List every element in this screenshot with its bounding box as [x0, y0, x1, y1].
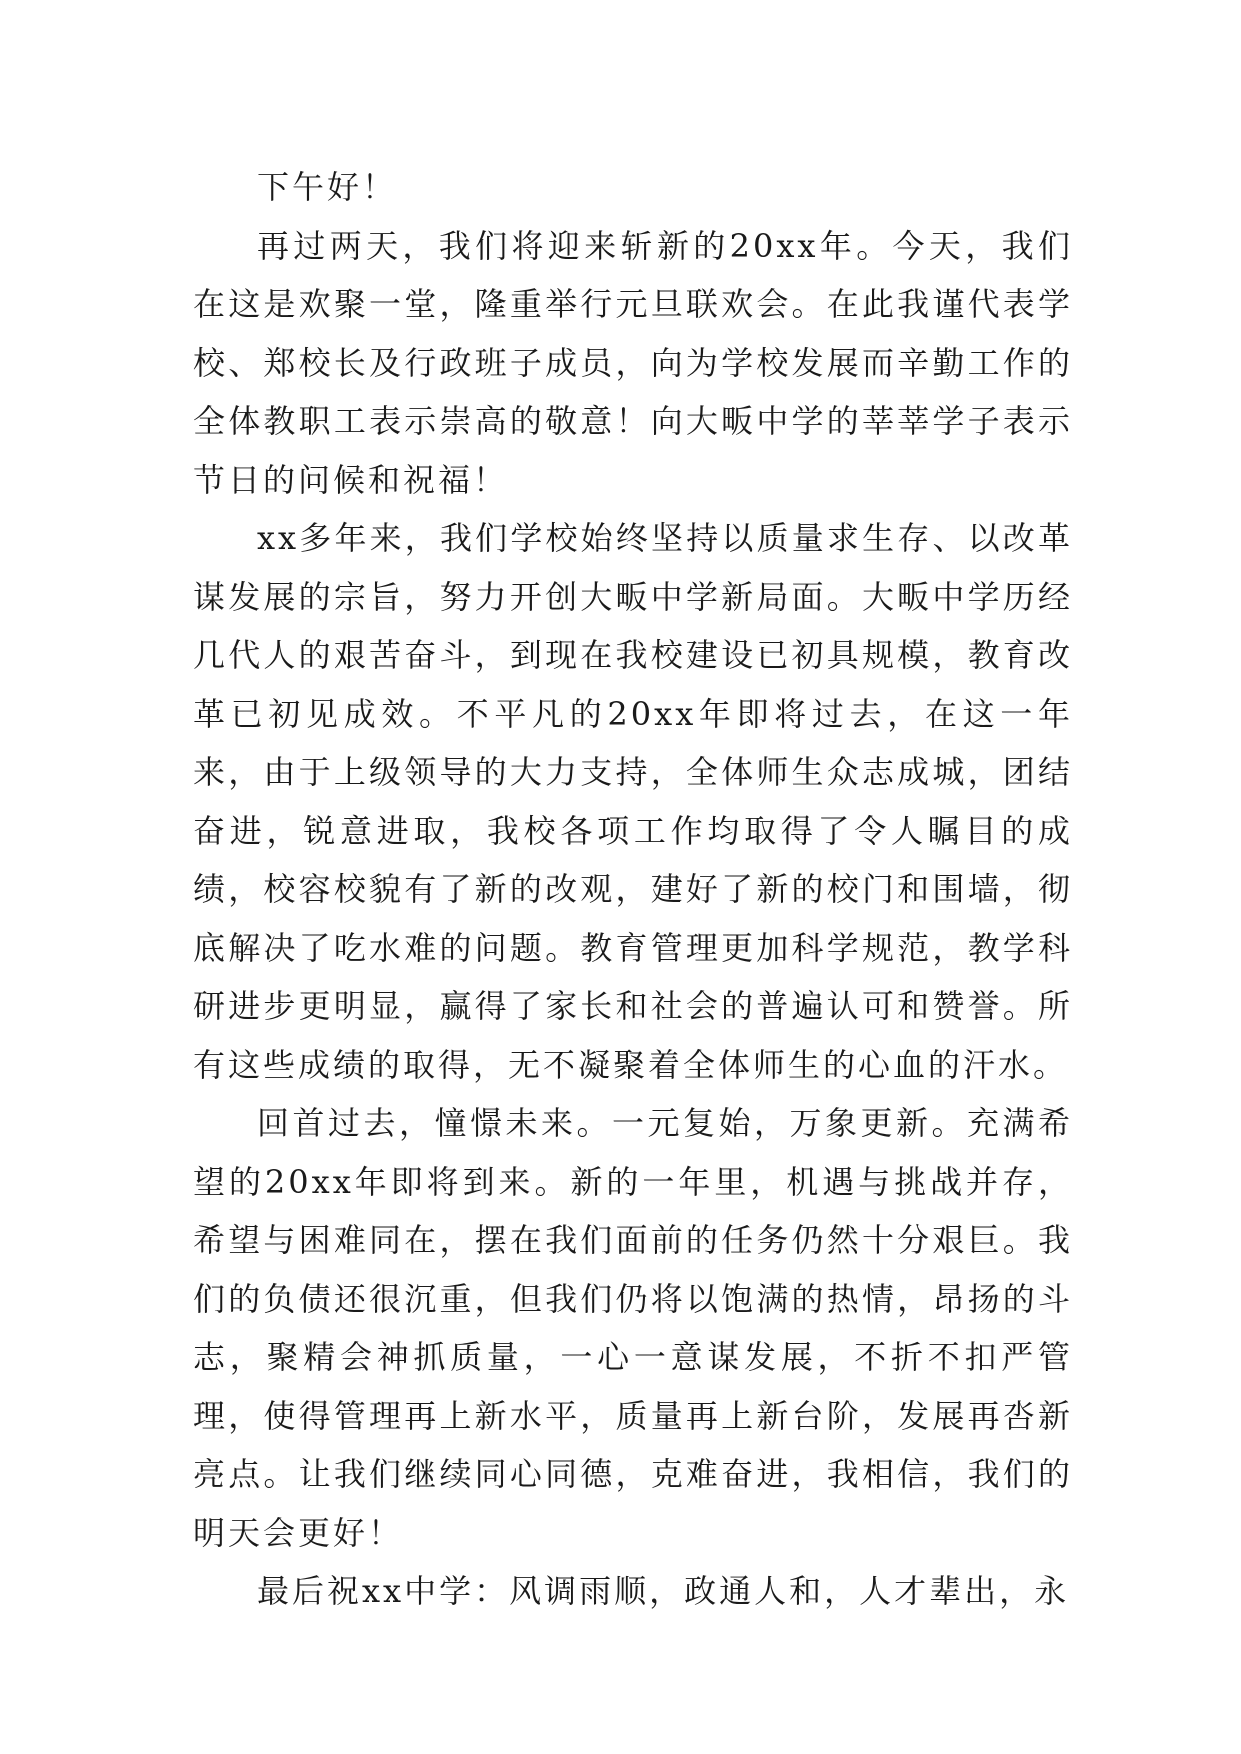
paragraph-achievements: xx多年来，我们学校始终坚持以质量求生存、以改革谋发展的宗旨，努力开创大畈中学新局面。大畈中学历经几代人的艰苦奋斗，到现在我校建设已初具规模，教育改革已初见成效。不平凡的20xx年即将过去，在这一年来，由于上级领导的大力支持，全体师生众志成城，团结奋进，锐意进取，我校各项工作均取得了令人瞩目的成绩，校容校貌有了新的改观，建好了新的校门和围墙，彻底解决了吃水难的问题。教育管理更加科学规范，教学科研进步更明显，赢得了家长和社会的普遍认可和赞誉。所有这些成绩的取得，无不凝聚着全体师生的心血的汗水。	[193, 519, 1073, 1084]
body-text	[193, 158, 1073, 1621]
paragraph-outlook: 回首过去，憧憬未来。一元复始，万象更新。充满希望的20xx年即将到来。新的一年里，机遇与挑战并存，希望与困难同在，摆在我们面前的任务仍然十分艰巨。我们的负债还很沉重，但我们仍将以饱满的热情，昂扬的斗志，聚精会神抓质量，一心一意谋发展，不折不扣严管理，使得管理再上新水平，质量再上新台阶，发展再呇新亮点。让我们继续同心同德，克难奋进，我相信，我们的明天会更好！	[193, 1104, 1073, 1552]
paragraph-closing-wishes: 最后祝xx中学：风调雨顺，政通人和，人才辈出，永	[257, 1572, 1070, 1610]
paragraph-opening: 再过两天，我们将迎来斩新的20xx年。今天，我们在这是欢聚一堂，隆重举行元旦联欢会。在此我谨代表学校、郑校长及行政班子成员，向为学校发展而辛勤工作的全体教职工表示崇高的敬意！向大畈中学的莘莘学子表示节日的问候和祝福！	[193, 226, 1073, 499]
paragraph-greeting: 下午好！	[257, 168, 398, 206]
